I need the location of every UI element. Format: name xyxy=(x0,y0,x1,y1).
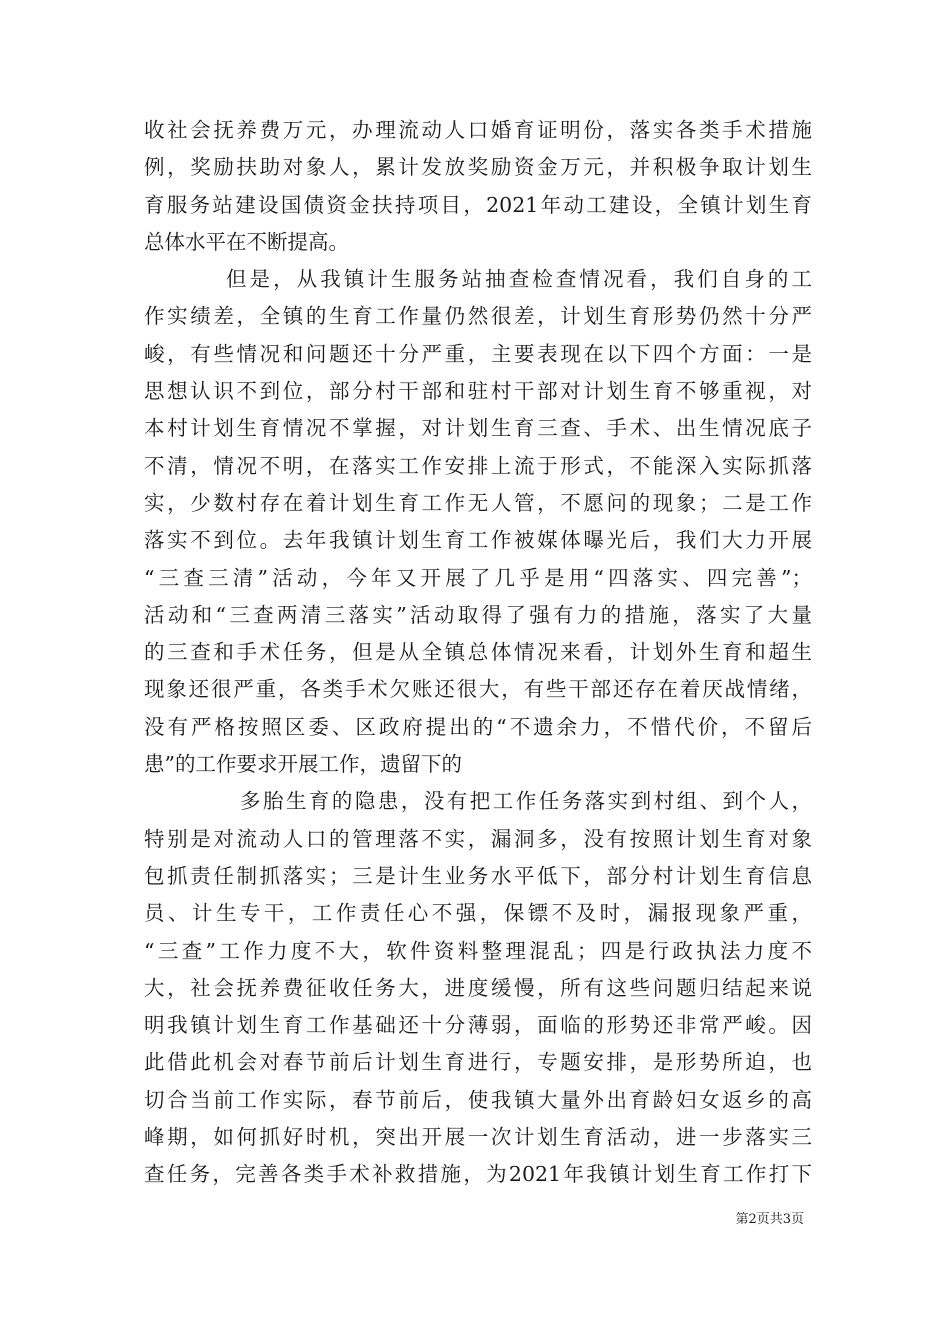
text-line: 落实不到位。去年我镇计划生育工作被媒体曝光后，我们大力开展 xyxy=(144,528,812,553)
text-line: 明我镇计划生育工作基础还十分薄弱，面临的形势还非常严峻。因 xyxy=(144,1013,812,1038)
text-line: 峻，有些情况和问题还十分严重，主要表现在以下四个方面：一是 xyxy=(144,341,812,366)
text-line: 不清，情况不明，在落实工作安排上流于形式，不能深入实际抓落 xyxy=(144,453,812,478)
text-line: “三查三清”活动，今年又开展了几乎是用“四落实、四完善”； xyxy=(144,565,812,590)
text-line: 查任务，完善各类手术补救措施，为2021年我镇计划生育工作打下 xyxy=(144,1162,812,1187)
text-line: 实，少数村存在着计划生育工作无人管，不愿问的现象；二是工作 xyxy=(144,490,812,515)
text-line: 思想认识不到位，部分村干部和驻村干部对计划生育不够重视，对 xyxy=(144,379,812,404)
paragraph-start-line: 但是，从我镇计生服务站抽查检查情况看，我们自身的工 xyxy=(226,267,812,292)
text-line: 患”的工作要求开展工作，遗留下的 xyxy=(144,752,462,777)
text-line: 作实绩差，全镇的生育工作量仍然很差，计划生育形势仍然十分严 xyxy=(144,304,812,329)
text-line: 育服务站建设国债资金扶持项目，2021年动工建设，全镇计划生育 xyxy=(144,192,812,217)
text-line: 大，社会抚养费征收任务大，进度缓慢，所有这些问题归结起来说 xyxy=(144,975,812,1000)
text-line: 切合当前工作实际，春节前后，使我镇大量外出育龄妇女返乡的高 xyxy=(144,1087,812,1112)
text-line: 活动和“三查两清三落实”活动取得了强有力的措施，落实了大量 xyxy=(144,602,812,627)
text-line: 特别是对流动人口的管理落不实，漏洞多，没有按照计划生育对象 xyxy=(144,826,812,851)
text-line: 总体水平在不断提高。 xyxy=(144,229,349,254)
page-number: 第2页共3页 xyxy=(735,1212,804,1227)
paragraph-start-line: 多胎生育的隐患，没有把工作任务落实到村组、到个人， xyxy=(240,789,812,814)
text-line: 没有严格按照区委、区政府提出的“不遗余力，不惜代价，不留后 xyxy=(144,714,812,739)
text-line: 包抓责任制抓落实；三是计生业务水平低下，部分村计划生育信息 xyxy=(144,863,812,888)
text-line: 本村计划生育情况不掌握，对计划生育三查、手术、出生情况底子 xyxy=(144,416,812,441)
text-line: 例，奖励扶助对象人，累计发放奖励资金万元，并积极争取计划生 xyxy=(144,155,812,180)
text-line: 此借此机会对春节前后计划生育进行，专题安排，是形势所迫，也 xyxy=(144,1050,812,1075)
text-line: 的三查和手术任务，但是从全镇总体情况来看，计划外生育和超生 xyxy=(144,640,812,665)
text-line: “三查”工作力度不大，软件资料整理混乱；四是行政执法力度不 xyxy=(144,938,812,963)
body-text xyxy=(144,112,812,1194)
text-line: 收社会抚养费万元，办理流动人口婚育证明份，落实各类手术措施 xyxy=(144,118,812,142)
text-line: 峰期，如何抓好时机，突出开展一次计划生育活动，进一步落实三 xyxy=(144,1125,812,1150)
text-line: 现象还很严重，各类手术欠账还很大，有些干部还存在着厌战情绪， xyxy=(144,677,812,702)
text-line: 员、计生专干，工作责任心不强，保镖不及时，漏报现象严重， xyxy=(144,901,812,926)
